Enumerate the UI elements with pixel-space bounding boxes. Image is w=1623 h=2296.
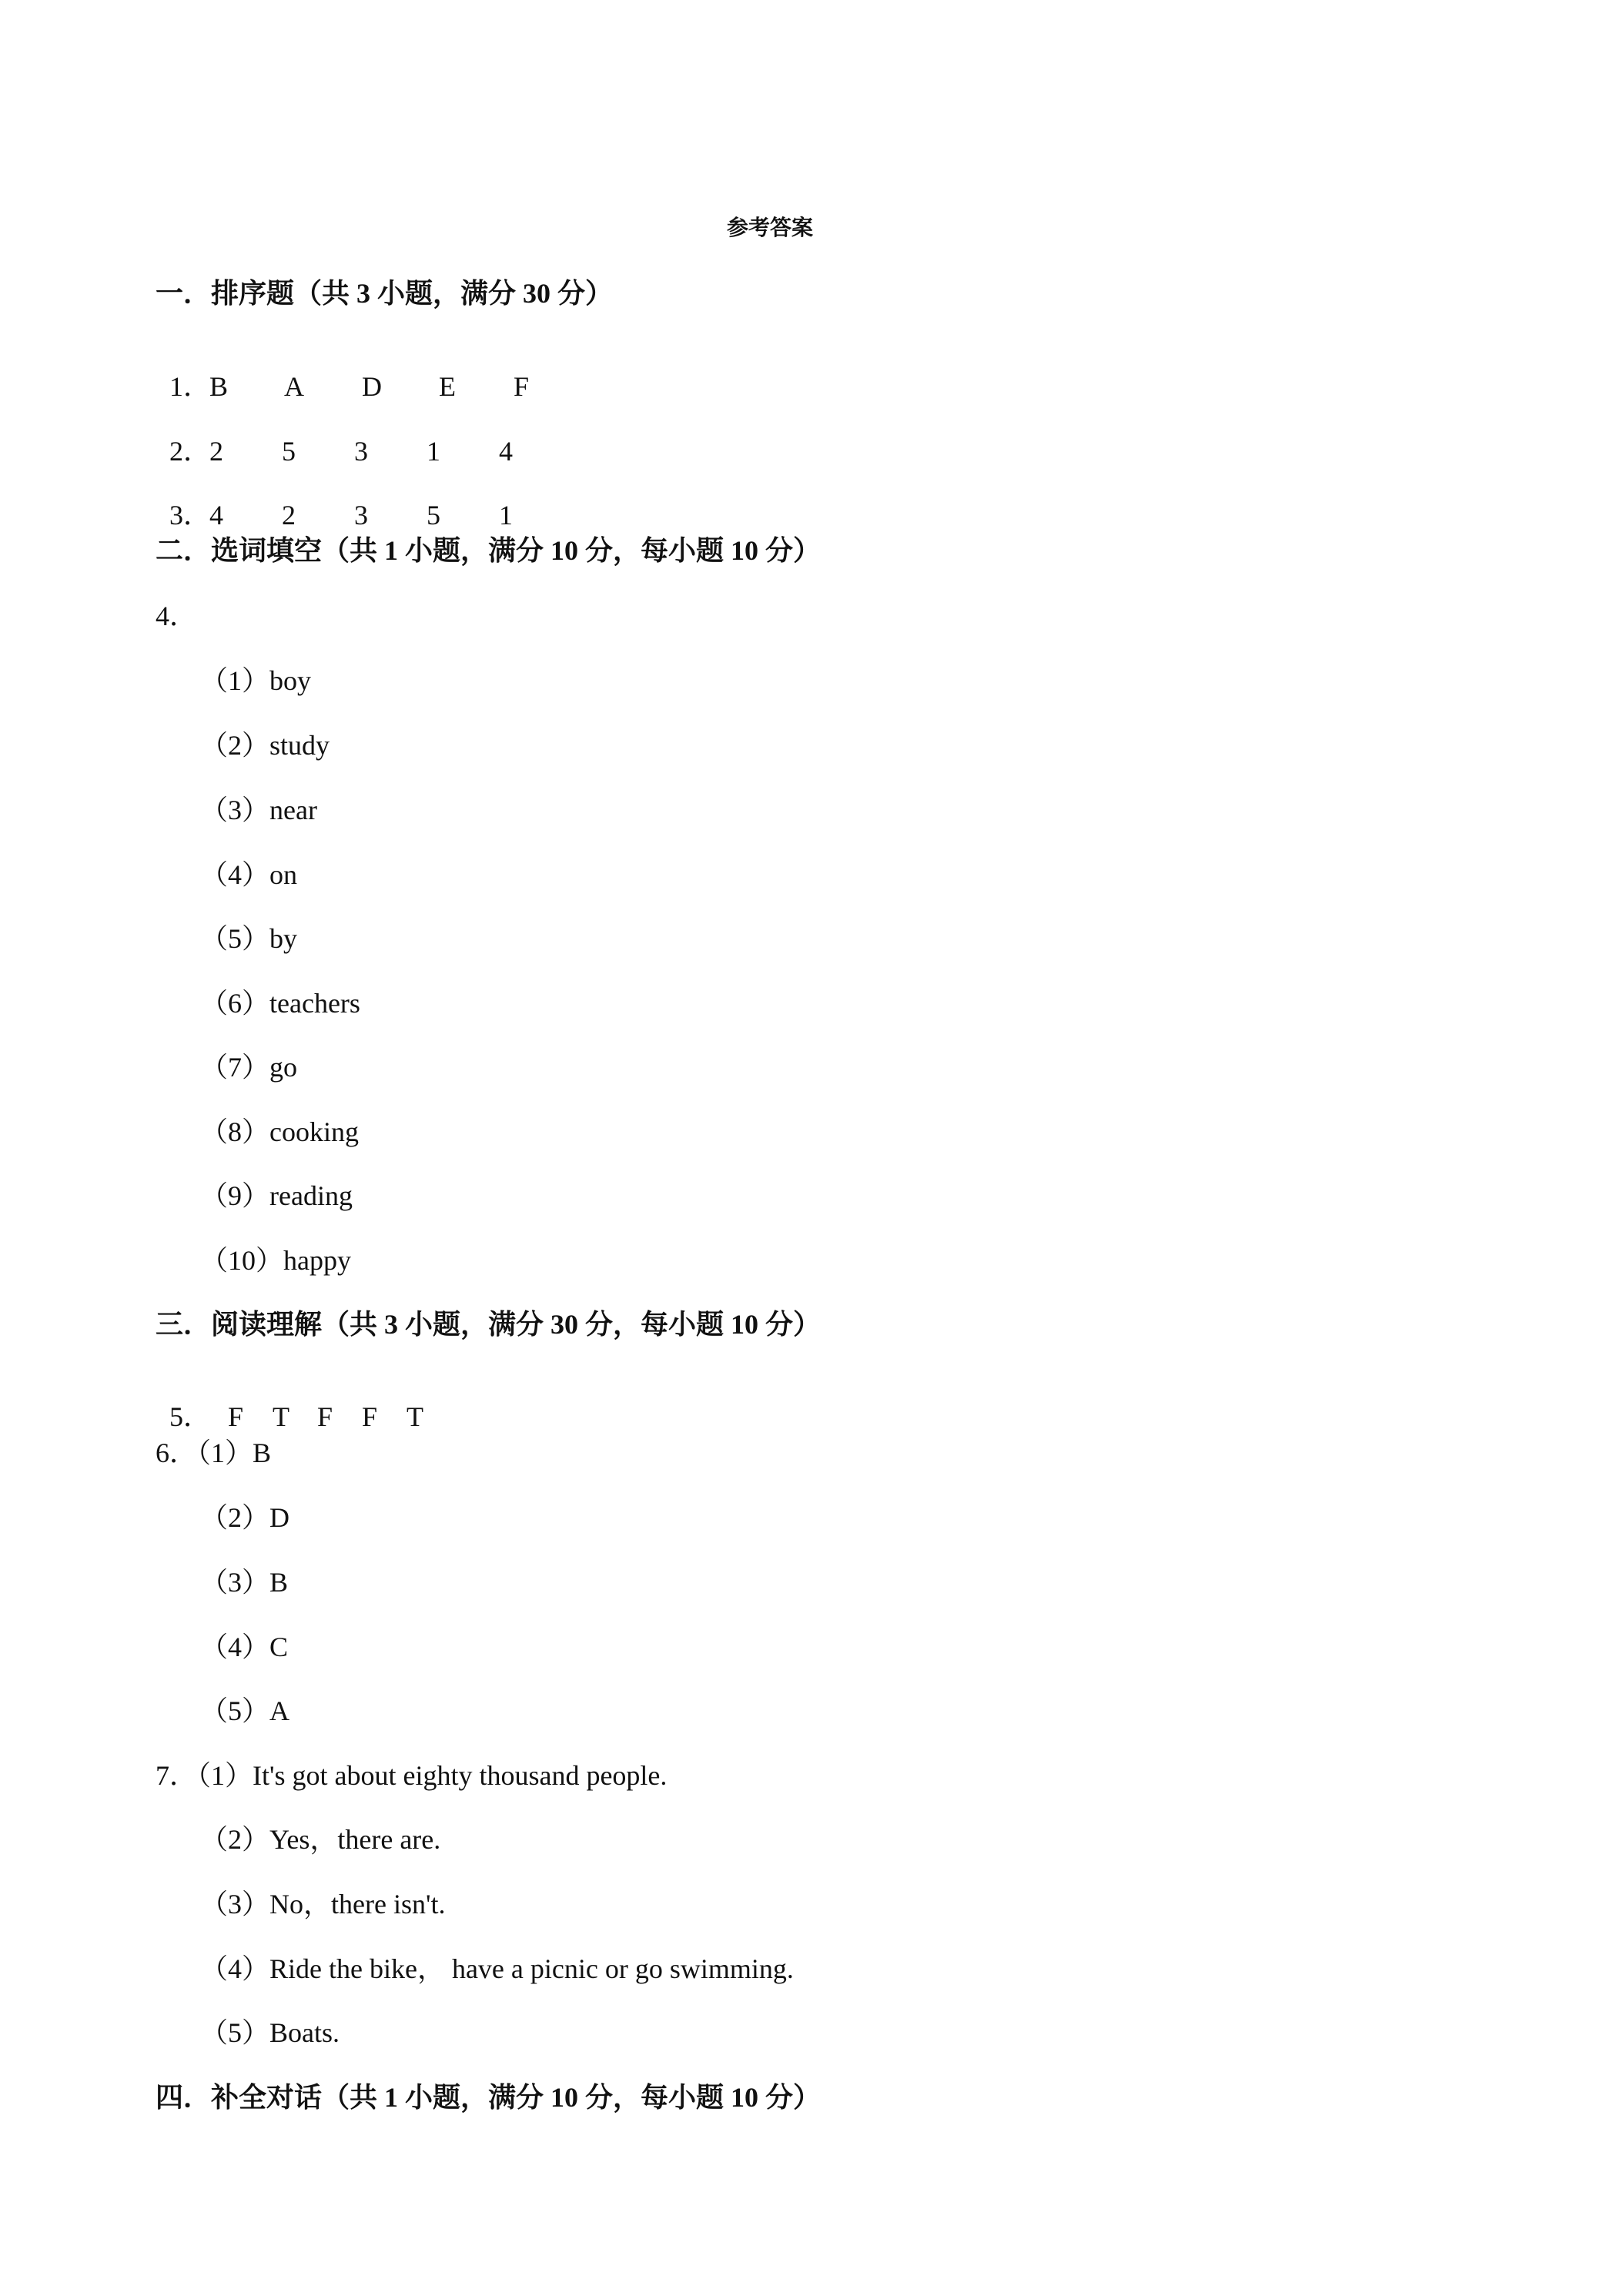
answer-item: F	[317, 1401, 333, 1432]
answer-item: T	[273, 1401, 289, 1432]
list-item: （2）Yes，there are.	[200, 1824, 441, 1855]
answer-item: 4	[209, 500, 223, 530]
section-heading-reading: 三．阅读理解（共 3 小题，满分 30 分，每小题 10 分）	[156, 1309, 822, 1340]
list-item: （1）boy	[200, 665, 312, 696]
list-item: （5）Boats.	[200, 2017, 340, 2048]
answer-item: 1	[427, 436, 440, 467]
list-item: （6）teachers	[200, 988, 360, 1019]
answer-item: F	[362, 1401, 378, 1432]
list-item: （2）study	[200, 730, 330, 761]
question-number: 3．	[169, 500, 212, 530]
list-item: （7）go	[200, 1052, 298, 1083]
list-item: （4）Ride the bike， have a picnic or go swimming.	[200, 1953, 794, 1984]
answer-item: 5	[282, 436, 296, 467]
section-heading-sorting: 一．排序题（共 3 小题，满分 30 分）	[156, 278, 614, 309]
answer-q2	[156, 410, 513, 465]
question-number: 5．	[169, 1401, 212, 1432]
list-item: （4）on	[200, 859, 298, 890]
answer-item: E	[439, 371, 456, 402]
list-item: （3）near	[200, 795, 317, 825]
question-number: 4．	[156, 601, 198, 631]
answer-item: 3	[354, 500, 368, 530]
answer-item: 1	[499, 500, 513, 530]
section-heading-dialogue: 四．补全对话（共 1 小题，满分 10 分，每小题 10 分）	[156, 2082, 822, 2113]
answer-item: 2	[209, 436, 223, 467]
answer-item: T	[407, 1401, 423, 1432]
list-item: （3）No，there isn't.	[200, 1889, 446, 1919]
list-item: （2）D	[200, 1502, 289, 1533]
answer-item: F	[228, 1401, 244, 1432]
answer-item: B	[209, 371, 229, 402]
answer-item: 5	[427, 500, 440, 530]
page-title: 参考答案	[727, 216, 814, 240]
answer-item: 2	[282, 500, 296, 530]
answer-item: F	[514, 371, 530, 402]
question-number: 2．	[169, 436, 212, 467]
answer-item: 4	[499, 436, 513, 467]
answer-q3	[156, 474, 513, 529]
answer-item: 3	[354, 436, 368, 467]
list-item: （4）C	[200, 1632, 289, 1662]
list-item: （3）B	[200, 1567, 289, 1598]
answer-q5	[156, 1375, 423, 1431]
section-heading-fill-in: 二．选词填空（共 1 小题，满分 10 分，每小题 10 分）	[156, 535, 822, 566]
list-item: 6．（1）B	[156, 1438, 272, 1468]
answer-q1	[156, 345, 529, 400]
list-item: （8）cooking	[200, 1116, 359, 1147]
answer-item: D	[362, 371, 382, 402]
list-item: （5）by	[200, 923, 298, 954]
answer-item: A	[284, 371, 304, 402]
list-item: 7．（1）It's got about eighty thousand people.	[156, 1760, 668, 1791]
list-item: （9）reading	[200, 1180, 353, 1211]
list-item: （5）A	[200, 1695, 289, 1726]
question-number: 1．	[169, 371, 212, 402]
list-item: （10）happy	[200, 1245, 351, 1276]
